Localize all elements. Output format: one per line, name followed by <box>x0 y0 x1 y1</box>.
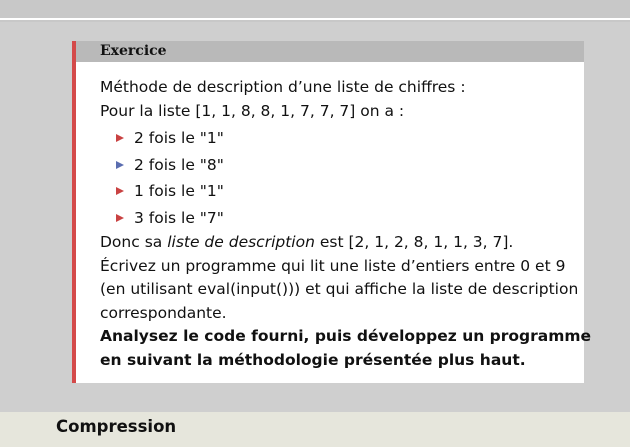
description-term: liste de description <box>167 233 315 251</box>
paragraph-line-1: Écrivez un programme qui lit une liste d’entiers entre 0 et 9 <box>100 256 566 275</box>
top-divider <box>0 18 630 20</box>
instruction-line-1: Analysez le code fourni, puis développez un programme <box>100 327 592 345</box>
paragraph-line-2: (en utilisant eval(input())) et qui affiche la liste de description <box>100 280 579 298</box>
description-line <box>100 231 574 255</box>
list-item-text: 1 fois le "1" <box>134 182 224 200</box>
list-item-text: 3 fois le "7" <box>134 208 224 227</box>
list-item <box>116 125 574 152</box>
description-suffix: est [2, 1, 2, 8, 1, 1, 3, 7]. <box>314 233 514 251</box>
exercise-block <box>72 41 592 383</box>
list-item <box>116 178 574 205</box>
section-title: Compression <box>56 417 177 436</box>
intro-line-2: Pour la liste [1, 1, 8, 8, 1, 7, 7, 7] on a : <box>100 101 405 120</box>
triangle-bullet-icon <box>116 161 124 169</box>
intro-line-1: Méthode de description d’une liste de chiffres : <box>100 78 466 96</box>
list-item <box>116 152 574 179</box>
item-list <box>100 125 574 231</box>
instruction-line-2: en suivant la méthodologie présentée plus haut. <box>100 350 526 369</box>
list-item-text: 2 fois le "1" <box>134 129 224 147</box>
block-title: Exercice <box>76 41 584 62</box>
paragraph-line-3: correspondante. <box>100 303 227 322</box>
list-item-text: 2 fois le "8" <box>134 155 224 174</box>
triangle-bullet-icon <box>116 134 124 142</box>
block-body <box>76 62 592 372</box>
triangle-bullet-icon <box>116 187 124 195</box>
description-prefix: Donc sa <box>100 233 168 251</box>
footer-bar <box>0 412 630 447</box>
page-edge <box>630 0 634 447</box>
list-item <box>116 205 574 232</box>
triangle-bullet-icon <box>116 214 124 222</box>
